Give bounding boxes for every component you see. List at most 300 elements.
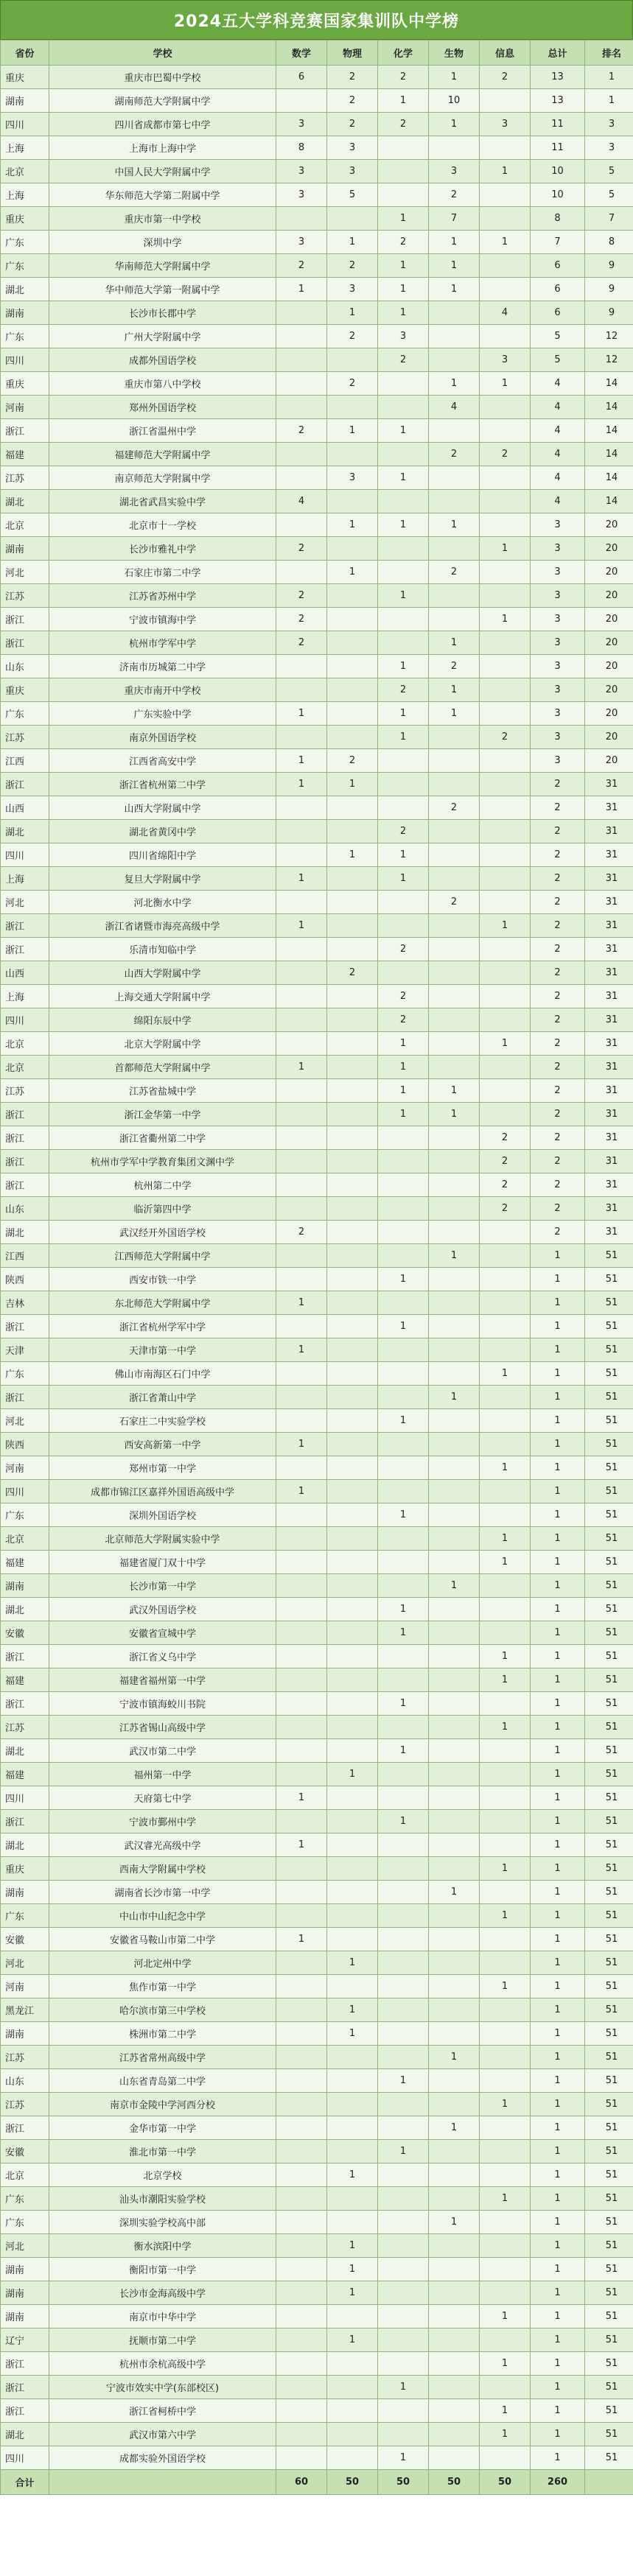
cell-informatics bbox=[480, 1338, 531, 1362]
cell-biology bbox=[429, 419, 480, 443]
cell-physics bbox=[327, 702, 378, 726]
cell-physics bbox=[327, 1008, 378, 1032]
cell-chemistry: 1 bbox=[378, 843, 429, 867]
cell-biology bbox=[429, 348, 480, 372]
cell-math bbox=[276, 1621, 327, 1645]
cell-biology bbox=[429, 1598, 480, 1621]
cell-physics bbox=[327, 1527, 378, 1551]
cell-rank: 51 bbox=[585, 1716, 633, 1739]
cell-total: 6 bbox=[531, 301, 585, 325]
cell-rank: 51 bbox=[585, 1503, 633, 1527]
cell-physics bbox=[327, 938, 378, 961]
cell-province: 浙江 bbox=[1, 419, 49, 443]
cell-informatics bbox=[480, 749, 531, 773]
cell-biology bbox=[429, 466, 480, 490]
cell-math bbox=[276, 2352, 327, 2376]
cell-chemistry bbox=[378, 2187, 429, 2211]
cell-chemistry bbox=[378, 160, 429, 183]
table-row bbox=[1, 961, 633, 985]
cell-math bbox=[276, 89, 327, 113]
cell-informatics: 1 bbox=[480, 2093, 531, 2116]
cell-province: 河北 bbox=[1, 1951, 49, 1975]
cell-province: 湖北 bbox=[1, 2423, 49, 2446]
cell-physics bbox=[327, 1833, 378, 1857]
cell-chemistry bbox=[378, 1197, 429, 1221]
cell-informatics bbox=[480, 1598, 531, 1621]
cell-province: 浙江 bbox=[1, 631, 49, 655]
table-row bbox=[1, 1975, 633, 1998]
cell-school: 上海交通大学附属中学 bbox=[49, 985, 276, 1008]
table-row bbox=[1, 1598, 633, 1621]
cell-math: 1 bbox=[276, 867, 327, 891]
cell-rank: 20 bbox=[585, 655, 633, 678]
cell-total: 1 bbox=[531, 1244, 585, 1268]
cell-total: 1 bbox=[531, 2234, 585, 2258]
cell-school: 绵阳东辰中学 bbox=[49, 1008, 276, 1032]
table-row bbox=[1, 513, 633, 537]
cell-total: 3 bbox=[531, 608, 585, 631]
cell-total: 1 bbox=[531, 2211, 585, 2234]
cell-total: 1 bbox=[531, 2399, 585, 2423]
cell-rank: 51 bbox=[585, 1998, 633, 2022]
cell-rank: 51 bbox=[585, 2446, 633, 2470]
cell-province: 湖北 bbox=[1, 1833, 49, 1857]
table-row bbox=[1, 584, 633, 608]
cell-physics bbox=[327, 2376, 378, 2399]
cell-informatics: 1 bbox=[480, 231, 531, 254]
cell-school: 郑州市第一中学 bbox=[49, 1456, 276, 1480]
cell-physics: 2 bbox=[327, 113, 378, 136]
cell-province: 河北 bbox=[1, 561, 49, 584]
cell-informatics: 1 bbox=[480, 1668, 531, 1692]
cell-informatics: 1 bbox=[480, 1904, 531, 1928]
cell-rank: 9 bbox=[585, 301, 633, 325]
cell-physics bbox=[327, 1103, 378, 1126]
cell-province: 安徽 bbox=[1, 2140, 49, 2163]
cell-physics bbox=[327, 1291, 378, 1315]
table-row bbox=[1, 466, 633, 490]
cell-rank: 31 bbox=[585, 796, 633, 820]
header-province: 省份 bbox=[1, 41, 49, 66]
cell-rank: 51 bbox=[585, 2305, 633, 2328]
cell-informatics bbox=[480, 561, 531, 584]
cell-total: 3 bbox=[531, 749, 585, 773]
cell-chemistry bbox=[378, 1928, 429, 1951]
cell-biology bbox=[429, 749, 480, 773]
cell-biology: 1 bbox=[429, 513, 480, 537]
cell-chemistry bbox=[378, 961, 429, 985]
cell-informatics: 1 bbox=[480, 2352, 531, 2376]
cell-school: 金华市第一中学 bbox=[49, 2116, 276, 2140]
cell-math bbox=[276, 1150, 327, 1173]
table-row bbox=[1, 1621, 633, 1645]
cell-informatics: 1 bbox=[480, 1716, 531, 1739]
cell-math: 1 bbox=[276, 1480, 327, 1503]
cell-total: 2 bbox=[531, 773, 585, 796]
table-row bbox=[1, 2281, 633, 2305]
cell-biology: 1 bbox=[429, 631, 480, 655]
cell-province: 浙江 bbox=[1, 1645, 49, 1668]
table-row bbox=[1, 2423, 633, 2446]
cell-province: 重庆 bbox=[1, 207, 49, 231]
cell-informatics bbox=[480, 961, 531, 985]
cell-physics bbox=[327, 2399, 378, 2423]
total-informatics: 50 bbox=[480, 2470, 531, 2495]
cell-school: 福建师范大学附属中学 bbox=[49, 443, 276, 466]
cell-school: 华东师范大学第二附属中学 bbox=[49, 183, 276, 207]
cell-school: 浙江省萧山中学 bbox=[49, 1386, 276, 1409]
cell-total: 1 bbox=[531, 1315, 585, 1338]
cell-school: 西安市铁一中学 bbox=[49, 1268, 276, 1291]
cell-math bbox=[276, 1857, 327, 1881]
cell-biology: 1 bbox=[429, 678, 480, 702]
cell-school: 深圳实验学校高中部 bbox=[49, 2211, 276, 2234]
cell-informatics bbox=[480, 985, 531, 1008]
cell-biology bbox=[429, 1197, 480, 1221]
cell-school: 宁波市镇海蛟川书院 bbox=[49, 1692, 276, 1716]
cell-chemistry bbox=[378, 2093, 429, 2116]
cell-chemistry bbox=[378, 2258, 429, 2281]
cell-math bbox=[276, 466, 327, 490]
cell-physics bbox=[327, 796, 378, 820]
cell-total: 2 bbox=[531, 938, 585, 961]
cell-informatics: 1 bbox=[480, 372, 531, 396]
cell-biology bbox=[429, 1527, 480, 1551]
cell-biology bbox=[429, 2305, 480, 2328]
cell-biology bbox=[429, 1409, 480, 1433]
cell-rank: 5 bbox=[585, 183, 633, 207]
cell-total: 1 bbox=[531, 2022, 585, 2046]
table-row bbox=[1, 1786, 633, 1810]
cell-rank: 51 bbox=[585, 1810, 633, 1833]
cell-province: 江苏 bbox=[1, 2046, 49, 2069]
cell-math: 1 bbox=[276, 1928, 327, 1951]
cell-math bbox=[276, 1810, 327, 1833]
cell-chemistry bbox=[378, 1551, 429, 1574]
cell-informatics bbox=[480, 1786, 531, 1810]
cell-chemistry: 1 bbox=[378, 655, 429, 678]
cell-school: 复旦大学附属中学 bbox=[49, 867, 276, 891]
cell-total: 1 bbox=[531, 1480, 585, 1503]
table-row bbox=[1, 561, 633, 584]
cell-biology: 2 bbox=[429, 561, 480, 584]
cell-total: 3 bbox=[531, 655, 585, 678]
cell-chemistry bbox=[378, 1338, 429, 1362]
cell-total: 1 bbox=[531, 1857, 585, 1881]
cell-rank: 51 bbox=[585, 1881, 633, 1904]
cell-physics bbox=[327, 1598, 378, 1621]
cell-informatics bbox=[480, 207, 531, 231]
cell-rank: 51 bbox=[585, 1433, 633, 1456]
cell-chemistry bbox=[378, 2022, 429, 2046]
cell-math bbox=[276, 443, 327, 466]
cell-school: 中国人民大学附属中学 bbox=[49, 160, 276, 183]
table-row bbox=[1, 490, 633, 513]
cell-biology: 1 bbox=[429, 2046, 480, 2069]
cell-biology bbox=[429, 938, 480, 961]
cell-total: 6 bbox=[531, 278, 585, 301]
table-row bbox=[1, 2022, 633, 2046]
cell-chemistry bbox=[378, 749, 429, 773]
cell-rank: 20 bbox=[585, 513, 633, 537]
cell-school: 北京师范大学附属实验中学 bbox=[49, 1527, 276, 1551]
cell-total: 1 bbox=[531, 2305, 585, 2328]
cell-rank: 51 bbox=[585, 1456, 633, 1480]
cell-province: 安徽 bbox=[1, 1928, 49, 1951]
cell-total: 1 bbox=[531, 1268, 585, 1291]
cell-school: 广东实验中学 bbox=[49, 702, 276, 726]
cell-school: 长沙市长郡中学 bbox=[49, 301, 276, 325]
cell-physics: 1 bbox=[327, 2163, 378, 2187]
cell-province: 浙江 bbox=[1, 1386, 49, 1409]
table-row bbox=[1, 2140, 633, 2163]
cell-chemistry bbox=[378, 2399, 429, 2423]
cell-physics bbox=[327, 820, 378, 843]
cell-chemistry bbox=[378, 396, 429, 419]
cell-total: 1 bbox=[531, 1598, 585, 1621]
cell-chemistry bbox=[378, 1763, 429, 1786]
cell-school: 福州第一中学 bbox=[49, 1763, 276, 1786]
cell-rank: 51 bbox=[585, 1268, 633, 1291]
cell-informatics bbox=[480, 1998, 531, 2022]
cell-physics: 2 bbox=[327, 372, 378, 396]
table-row bbox=[1, 1126, 633, 1150]
cell-informatics bbox=[480, 938, 531, 961]
cell-biology bbox=[429, 985, 480, 1008]
cell-math bbox=[276, 2116, 327, 2140]
table-body bbox=[1, 66, 633, 2470]
cell-rank: 51 bbox=[585, 1928, 633, 1951]
cell-informatics bbox=[480, 1056, 531, 1079]
cell-province: 浙江 bbox=[1, 1810, 49, 1833]
cell-physics bbox=[327, 1692, 378, 1716]
cell-physics: 1 bbox=[327, 1998, 378, 2022]
cell-chemistry: 1 bbox=[378, 207, 429, 231]
cell-math bbox=[276, 1315, 327, 1338]
table-row bbox=[1, 773, 633, 796]
cell-rank: 51 bbox=[585, 1763, 633, 1786]
cell-math: 1 bbox=[276, 773, 327, 796]
cell-province: 陕西 bbox=[1, 1433, 49, 1456]
cell-physics: 1 bbox=[327, 513, 378, 537]
cell-biology bbox=[429, 2022, 480, 2046]
cell-chemistry: 1 bbox=[378, 1268, 429, 1291]
cell-physics bbox=[327, 678, 378, 702]
cell-school: 哈尔滨市第三中学校 bbox=[49, 1998, 276, 2022]
table-row bbox=[1, 1338, 633, 1362]
cell-rank: 51 bbox=[585, 2069, 633, 2093]
cell-rank: 51 bbox=[585, 1904, 633, 1928]
cell-total: 2 bbox=[531, 1126, 585, 1150]
cell-rank: 51 bbox=[585, 1362, 633, 1386]
cell-school: 西南大学附属中学校 bbox=[49, 1857, 276, 1881]
cell-chemistry bbox=[378, 1881, 429, 1904]
table-row bbox=[1, 1904, 633, 1928]
table-row bbox=[1, 702, 633, 726]
table-row bbox=[1, 1221, 633, 1244]
cell-total: 1 bbox=[531, 1833, 585, 1857]
cell-math: 1 bbox=[276, 702, 327, 726]
table-row bbox=[1, 1998, 633, 2022]
cell-biology bbox=[429, 2234, 480, 2258]
cell-physics: 2 bbox=[327, 254, 378, 278]
cell-total: 1 bbox=[531, 2140, 585, 2163]
cell-informatics bbox=[480, 2163, 531, 2187]
cell-province: 河北 bbox=[1, 2234, 49, 2258]
cell-informatics: 1 bbox=[480, 2399, 531, 2423]
cell-biology bbox=[429, 584, 480, 608]
cell-math: 8 bbox=[276, 136, 327, 160]
cell-math bbox=[276, 2163, 327, 2187]
cell-physics bbox=[327, 1739, 378, 1763]
cell-chemistry bbox=[378, 1244, 429, 1268]
cell-school: 天府第七中学 bbox=[49, 1786, 276, 1810]
cell-informatics bbox=[480, 773, 531, 796]
table-row bbox=[1, 419, 633, 443]
cell-province: 重庆 bbox=[1, 678, 49, 702]
cell-biology bbox=[429, 490, 480, 513]
cell-province: 北京 bbox=[1, 160, 49, 183]
cell-total: 1 bbox=[531, 2258, 585, 2281]
cell-biology bbox=[429, 2281, 480, 2305]
cell-biology bbox=[429, 1551, 480, 1574]
cell-total: 2 bbox=[531, 1008, 585, 1032]
cell-school: 佛山市南海区石门中学 bbox=[49, 1362, 276, 1386]
cell-math: 2 bbox=[276, 631, 327, 655]
cell-informatics bbox=[480, 702, 531, 726]
cell-biology: 1 bbox=[429, 113, 480, 136]
cell-rank: 20 bbox=[585, 608, 633, 631]
header-math: 数学 bbox=[276, 41, 327, 66]
cell-math: 1 bbox=[276, 1433, 327, 1456]
cell-math bbox=[276, 372, 327, 396]
cell-biology: 1 bbox=[429, 1574, 480, 1598]
cell-rank: 14 bbox=[585, 396, 633, 419]
cell-biology: 1 bbox=[429, 231, 480, 254]
table-row bbox=[1, 891, 633, 914]
cell-total: 1 bbox=[531, 1928, 585, 1951]
cell-rank: 31 bbox=[585, 914, 633, 938]
cell-province: 湖南 bbox=[1, 2305, 49, 2328]
cell-total: 1 bbox=[531, 1621, 585, 1645]
table-row bbox=[1, 2399, 633, 2423]
cell-chemistry: 1 bbox=[378, 1079, 429, 1103]
cell-physics: 1 bbox=[327, 561, 378, 584]
cell-math: 1 bbox=[276, 1291, 327, 1315]
cell-informatics: 2 bbox=[480, 1173, 531, 1197]
total-chemistry: 50 bbox=[378, 2470, 429, 2495]
cell-total: 6 bbox=[531, 254, 585, 278]
cell-math bbox=[276, 325, 327, 348]
cell-rank: 31 bbox=[585, 961, 633, 985]
cell-total: 1 bbox=[531, 1975, 585, 1998]
cell-math bbox=[276, 1409, 327, 1433]
table-row bbox=[1, 914, 633, 938]
cell-province: 江苏 bbox=[1, 584, 49, 608]
cell-physics: 5 bbox=[327, 183, 378, 207]
cell-school: 成都实验外国语学校 bbox=[49, 2446, 276, 2470]
cell-chemistry: 1 bbox=[378, 726, 429, 749]
cell-biology: 7 bbox=[429, 207, 480, 231]
cell-school: 北京市十一学校 bbox=[49, 513, 276, 537]
cell-rank: 20 bbox=[585, 537, 633, 561]
cell-rank: 1 bbox=[585, 66, 633, 89]
cell-physics bbox=[327, 1315, 378, 1338]
cell-province: 福建 bbox=[1, 443, 49, 466]
cell-informatics bbox=[480, 1763, 531, 1786]
cell-province: 上海 bbox=[1, 867, 49, 891]
cell-province: 福建 bbox=[1, 1763, 49, 1786]
cell-province: 北京 bbox=[1, 1056, 49, 1079]
table-row bbox=[1, 2046, 633, 2069]
cell-informatics bbox=[480, 678, 531, 702]
cell-chemistry: 1 bbox=[378, 254, 429, 278]
table-row bbox=[1, 2305, 633, 2328]
cell-chemistry bbox=[378, 1173, 429, 1197]
cell-rank: 51 bbox=[585, 1291, 633, 1315]
cell-province: 江西 bbox=[1, 749, 49, 773]
total-label: 合计 bbox=[1, 2470, 49, 2495]
cell-biology bbox=[429, 608, 480, 631]
cell-total: 4 bbox=[531, 490, 585, 513]
cell-biology bbox=[429, 2163, 480, 2187]
cell-school: 浙江省衢州第二中学 bbox=[49, 1126, 276, 1150]
cell-school: 石家庄市第二中学 bbox=[49, 561, 276, 584]
cell-total: 1 bbox=[531, 1810, 585, 1833]
cell-province: 山东 bbox=[1, 2069, 49, 2093]
cell-province: 山东 bbox=[1, 1197, 49, 1221]
cell-informatics bbox=[480, 796, 531, 820]
cell-informatics: 1 bbox=[480, 537, 531, 561]
cell-chemistry bbox=[378, 537, 429, 561]
cell-school: 淮北市第一中学 bbox=[49, 2140, 276, 2163]
cell-physics: 2 bbox=[327, 66, 378, 89]
cell-informatics bbox=[480, 1739, 531, 1763]
cell-biology bbox=[429, 2069, 480, 2093]
cell-province: 广东 bbox=[1, 2211, 49, 2234]
cell-province: 浙江 bbox=[1, 1150, 49, 1173]
cell-physics bbox=[327, 655, 378, 678]
table-row bbox=[1, 655, 633, 678]
cell-rank: 31 bbox=[585, 938, 633, 961]
cell-total: 4 bbox=[531, 419, 585, 443]
cell-province: 河南 bbox=[1, 396, 49, 419]
cell-chemistry: 1 bbox=[378, 1503, 429, 1527]
cell-rank: 51 bbox=[585, 1598, 633, 1621]
cell-province: 山西 bbox=[1, 796, 49, 820]
cell-math: 3 bbox=[276, 113, 327, 136]
cell-biology bbox=[429, 2258, 480, 2281]
cell-rank: 14 bbox=[585, 419, 633, 443]
cell-physics bbox=[327, 1150, 378, 1173]
cell-informatics bbox=[480, 1833, 531, 1857]
cell-province: 广东 bbox=[1, 325, 49, 348]
cell-math bbox=[276, 1904, 327, 1928]
cell-province: 安徽 bbox=[1, 1621, 49, 1645]
cell-school: 江西省高安中学 bbox=[49, 749, 276, 773]
cell-rank: 51 bbox=[585, 1338, 633, 1362]
cell-biology bbox=[429, 1480, 480, 1503]
cell-biology bbox=[429, 1503, 480, 1527]
cell-informatics bbox=[480, 2116, 531, 2140]
cell-province: 广东 bbox=[1, 1362, 49, 1386]
header-school: 学校 bbox=[49, 41, 276, 66]
cell-informatics bbox=[480, 1574, 531, 1598]
cell-informatics bbox=[480, 2281, 531, 2305]
cell-informatics: 1 bbox=[480, 1032, 531, 1056]
table-row bbox=[1, 2069, 633, 2093]
cell-total: 1 bbox=[531, 1386, 585, 1409]
